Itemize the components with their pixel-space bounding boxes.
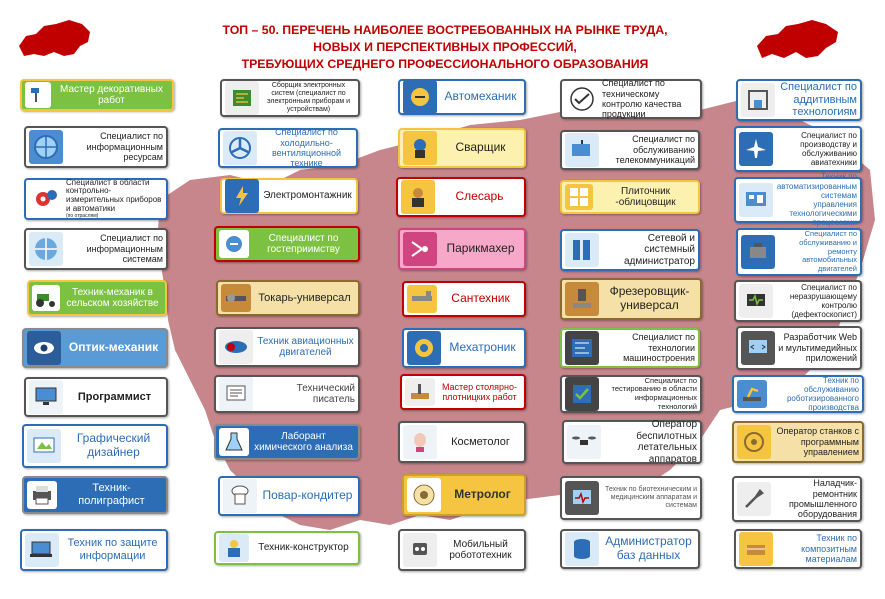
profession-label: Мехатроник <box>449 340 516 355</box>
profession-card[interactable] <box>732 476 862 522</box>
profession-card[interactable] <box>218 476 360 516</box>
profession-card[interactable] <box>560 278 702 320</box>
profession-label: Техник по автоматизированным системам управления технологическими процессами <box>776 172 857 228</box>
cnc-icon <box>737 425 771 459</box>
profession-card[interactable] <box>402 281 526 317</box>
profession-label: Сборщик электронных систем (специалист по электронным приборам и устройствам) <box>267 81 350 114</box>
profession-label: Программист <box>77 390 152 403</box>
profession-label: Разработчик Web и мультимедийных приложений <box>778 332 857 364</box>
profession-label: Специалист по производству и обслуживанию авиатехники <box>800 130 857 168</box>
profession-label: Специалист по холодильно-вентиляционной технике <box>271 127 342 169</box>
test-icon <box>565 377 599 411</box>
profession-label: Специалист по аддитивным технологиям <box>780 81 857 119</box>
profession-label: Оператор беспилотных летательных аппаратов <box>636 419 697 465</box>
writer-icon <box>219 377 253 411</box>
design-icon <box>27 429 61 463</box>
painter-icon <box>25 82 51 108</box>
profession-label: Специалист по техническому контролю качества продукции <box>602 78 682 120</box>
profession-card[interactable] <box>560 529 700 569</box>
jet-engine-icon <box>219 330 253 364</box>
profession-label: Техник-механик в сельском хозяйстве <box>66 286 159 309</box>
cosmetics-icon <box>403 425 437 459</box>
measure-icon <box>407 478 441 512</box>
profession-card[interactable] <box>734 126 862 172</box>
profession-card[interactable] <box>214 424 360 460</box>
profession-card[interactable] <box>22 424 168 468</box>
database-icon <box>565 532 599 566</box>
profession-label: Мастер столярно-плотницких работ <box>441 381 518 402</box>
profession-label: Наладчик-ремонтник промышленного оборудования <box>788 478 857 520</box>
profession-label: Специалист по технологии машиностроения <box>623 332 695 364</box>
profession-label: Электромонтажник <box>263 190 352 202</box>
profession-label: Техник по защите информации <box>67 537 158 562</box>
profession-label: Специалист по информационным системам <box>86 233 163 265</box>
plumber-icon <box>407 285 437 313</box>
profession-card[interactable] <box>560 130 700 170</box>
profession-card[interactable] <box>560 328 700 368</box>
profession-card[interactable] <box>214 375 360 413</box>
profession-label: Оптик-механик <box>68 340 159 355</box>
lab-flask-icon <box>219 428 249 456</box>
profession-label: Технический писатель <box>296 382 355 405</box>
profession-card[interactable] <box>20 79 174 111</box>
flaw-detector-icon <box>739 284 773 318</box>
profession-label: Слесарь <box>455 189 504 204</box>
profession-card[interactable] <box>398 421 526 463</box>
profession-card[interactable] <box>560 180 700 214</box>
profession-label: Автомеханик <box>444 89 517 104</box>
profession-card[interactable] <box>736 79 862 121</box>
profession-card[interactable] <box>22 476 168 514</box>
web-dev-icon <box>741 331 775 365</box>
profession-label: Техник по биотехническим и медицинским аппаратам и системам <box>604 485 697 510</box>
laptop-shield-icon <box>25 533 59 567</box>
repair-icon <box>737 482 771 516</box>
profession-card[interactable] <box>736 228 862 276</box>
profession-label: Токарь-универсал <box>258 291 351 304</box>
page-title <box>180 22 710 73</box>
hotel-icon <box>219 230 249 258</box>
profession-label: Техник авиационных двигателей <box>257 335 354 358</box>
electric-icon <box>225 179 259 213</box>
profession-label: Специалист по гостеприимству <box>267 232 340 255</box>
composite-icon <box>739 532 773 566</box>
profession-label: Специалист по информационным ресурсам <box>86 131 163 163</box>
profession-label: Фрезеровщик-универсал <box>609 284 690 312</box>
profession-card[interactable] <box>220 178 358 214</box>
profession-label: Сварщик <box>455 140 506 155</box>
eye-icon <box>27 331 61 365</box>
profession-label: Техник-конструктор <box>258 542 349 554</box>
profession-label: Мастер декоративных работ <box>60 83 163 106</box>
telecom-icon <box>565 133 599 167</box>
profession-label: Специалист по тестированию в области информационных технологий <box>611 375 697 411</box>
russia-map-icon <box>14 16 94 66</box>
profession-card[interactable] <box>732 421 864 463</box>
profession-card[interactable] <box>398 228 526 270</box>
profession-label: Техник по композитным материалам <box>801 533 857 565</box>
profession-card[interactable] <box>22 328 168 368</box>
profession-label: Техник по обслуживанию роботизированного производства <box>786 375 859 413</box>
profession-card[interactable] <box>24 377 168 417</box>
profession-card[interactable] <box>400 374 526 410</box>
profession-label: Специалист в области контрольно-измерительных приборов и автоматики <box>66 177 162 214</box>
profession-label: Лаборант химического анализа <box>254 430 353 453</box>
profession-card[interactable] <box>220 79 360 117</box>
profession-label: Повар-кондитер <box>262 488 353 503</box>
robot-icon <box>403 533 437 567</box>
profession-label: Оператор станков с программным управлением <box>776 426 859 458</box>
tractor-icon <box>32 285 60 311</box>
printer-icon <box>27 481 57 509</box>
profession-card[interactable] <box>27 280 167 316</box>
profession-card[interactable] <box>24 178 168 220</box>
profession-card[interactable] <box>398 79 526 115</box>
profession-card[interactable] <box>398 529 526 571</box>
gears-icon <box>29 182 63 216</box>
profession-card[interactable] <box>734 529 862 569</box>
title-line-3: ТРЕБУЮЩИХ СРЕДНЕГО ПРОФЕССИОНАЛЬНОГО ОБРАЗОВАНИЯ <box>241 57 649 71</box>
tiler-icon <box>565 184 593 210</box>
computer-icon <box>29 380 63 414</box>
profession-label: Специалист по обслуживанию и ремонту автомобильных двигателей <box>799 229 857 273</box>
circuit-icon <box>225 81 259 115</box>
profession-card[interactable] <box>734 172 862 228</box>
title-line-2: НОВЫХ И ПЕРСПЕКТИВНЫХ ПРОФЕССИЙ, <box>313 40 577 54</box>
blueprint-icon <box>565 331 599 365</box>
profession-label: Метролог <box>454 487 511 502</box>
profession-label: Специалист по неразрушающему контролю (дефектоскопист) <box>789 282 857 320</box>
profession-card[interactable] <box>562 420 702 464</box>
carpenter-icon <box>405 378 435 406</box>
milling-icon <box>565 282 599 316</box>
profession-card[interactable] <box>560 79 702 119</box>
profession-label: Косметолог <box>451 435 510 448</box>
engine-icon <box>741 235 775 269</box>
lathe-icon <box>221 284 251 312</box>
profession-label: Техник-полиграфист <box>78 482 145 507</box>
profession-card[interactable] <box>398 128 526 168</box>
control-panel-icon <box>739 183 773 217</box>
profession-card[interactable] <box>20 529 168 571</box>
title-line-1: ТОП – 50. ПЕРЕЧЕНЬ НАИБОЛЕЕ ВОСТРЕБОВАННЫХ НА РЫНКЕ ТРУДА, <box>222 23 668 37</box>
profession-label: Плиточник -облицовщик <box>615 185 676 208</box>
globe-icon <box>29 232 63 266</box>
profession-label: Парикмахер <box>446 241 515 256</box>
profession-label: Специалист по обслуживанию телекоммуникаций <box>615 134 695 166</box>
profession-label: Графический дизайнер <box>76 431 151 459</box>
drone-icon <box>567 425 601 459</box>
robot-arm-icon <box>407 331 441 365</box>
3d-printer-icon <box>741 83 775 117</box>
locksmith-icon <box>401 180 435 214</box>
profession-card[interactable] <box>216 280 360 316</box>
medical-device-icon <box>565 481 599 515</box>
profession-note: (по отраслям) <box>66 212 99 219</box>
profession-card[interactable] <box>214 226 360 262</box>
robot-line-icon <box>737 380 767 408</box>
profession-card[interactable] <box>24 228 168 270</box>
profession-card[interactable] <box>732 375 864 413</box>
fan-icon <box>223 131 257 165</box>
profession-label: Сетевой и системный администратор <box>623 232 695 267</box>
aircraft-icon <box>739 132 773 166</box>
profession-card[interactable] <box>402 474 526 516</box>
globe-icon <box>29 130 63 164</box>
profession-card[interactable] <box>214 531 360 565</box>
profession-label: Мобильный робототехник <box>449 538 512 561</box>
profession-card[interactable] <box>24 126 168 168</box>
profession-card[interactable] <box>402 328 526 368</box>
profession-card[interactable] <box>736 326 862 370</box>
profession-label: Сантехник <box>451 291 510 306</box>
server-icon <box>565 233 599 267</box>
engineer-icon <box>219 534 249 562</box>
welder-icon <box>403 131 437 165</box>
otk-stamp-icon <box>565 82 599 116</box>
profession-card[interactable] <box>734 280 862 322</box>
car-mechanic-icon <box>403 80 437 114</box>
profession-card[interactable] <box>560 476 702 520</box>
hairdryer-icon <box>403 232 437 266</box>
profession-card[interactable] <box>214 327 360 367</box>
profession-card[interactable] <box>218 128 358 168</box>
profession-card[interactable] <box>560 375 702 413</box>
profession-card[interactable] <box>560 229 700 271</box>
profession-label: Администратор баз данных <box>605 534 692 562</box>
profession-card[interactable] <box>396 177 526 217</box>
russia-map-icon <box>752 16 842 66</box>
chef-icon <box>223 479 257 513</box>
